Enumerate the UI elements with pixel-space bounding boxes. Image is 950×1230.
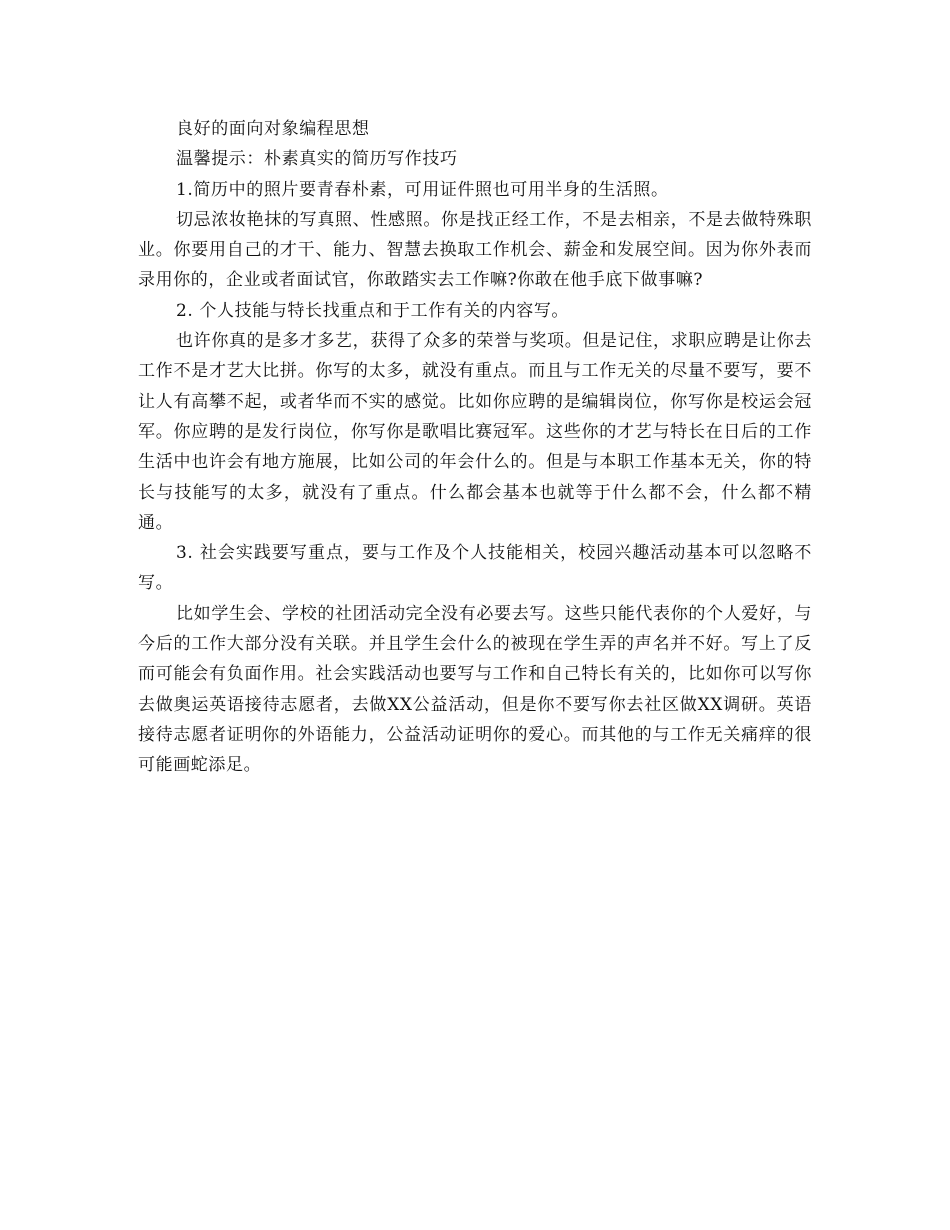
paragraph-heading: 良好的面向对象编程思想 — [176, 119, 370, 139]
document-body — [138, 114, 812, 781]
paragraph-point-2: 2. 个人技能与特长找重点和于工作有关的内容写。 — [176, 300, 570, 321]
paragraph-point-1: 1.简历中的照片要青春朴素，可用证件照也可用半身的生活照。 — [176, 179, 669, 200]
paragraph-point-2-body: 也许你真的是多才多艺，获得了众多的荣誉与奖项。但是记住，求职应聘是让你去工作不是才艺大比拼。你写的太多，就没有重点。而且与工作无关的尽量不要写，要不让人有高攀不起，或者华而不实的感觉。比如你应聘的是编辑岗位，你写你是校运会冠军。你应聘的是发行岗位，你写你是歌唱比赛冠军。这些你的才艺与特长在日后的工作生活中也许会有地方施展，比如公司的年会什么的。但是与本职工作基本无关，你的特长与技能写的太多，就没有了重点。什么都会基本也就等于什么都不会，什么都不精通。 — [138, 331, 812, 533]
paragraph-tip-title: 温馨提示：朴素真实的简历写作技巧 — [176, 149, 458, 170]
paragraph-point-1-body: 切忌浓妆艳抹的写真照、性感照。你是找正经工作，不是去相亲，不是去做特殊职业。你要用自己的才干、能力、智慧去换取工作机会、薪金和发展空间。因为你外表而录用你的，企业或者面试官，你敢踏实去工作嘛?你敢在他手底下做事嘛? — [138, 209, 812, 291]
paragraph-point-3: 3. 社会实践要写重点，要与工作及个人技能相关，校园兴趣活动基本可以忽略不写。 — [138, 543, 812, 594]
paragraph-point-3-body: 比如学生会、学校的社团活动完全没有必要去写。这些只能代表你的个人爱好，与今后的工作大部分没有关联。并且学生会什么的被现在学生弄的声名并不好。写上了反而可能会有负面作用。社会实践活动也要写与工作和自己特长有关的，比如你可以写你去做奥运英语接待志愿者，去做XX公益活动，但是你不要写你去社区做XX调研。英语接待志愿者证明你的外语能力，公益活动证明你的爱心。而其他的与工作无关痛痒的很可能画蛇添足。 — [138, 603, 812, 776]
